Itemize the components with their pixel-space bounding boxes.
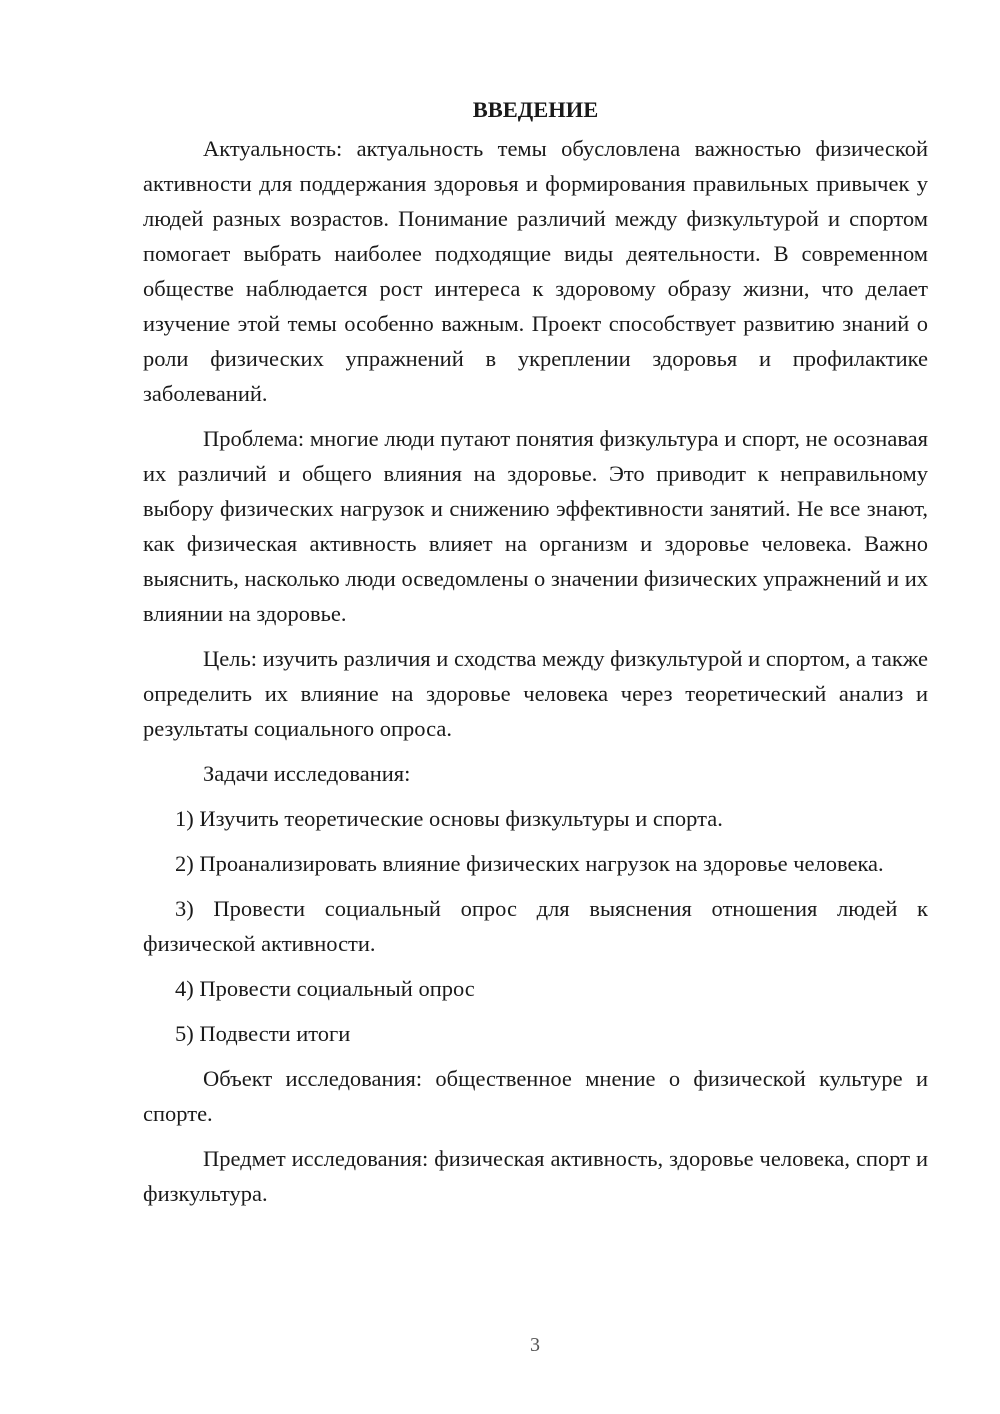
task-item-1: 1) Изучить теоретические основы физкультуры и спорта.	[175, 806, 723, 831]
paragraph-goal: Цель: изучить различия и сходства между физкультурой и спортом, а также определить их влияние на здоровье человека через теоретический анализ и результаты социального опроса.	[143, 646, 928, 741]
document-page	[143, 92, 928, 1221]
paragraph-tasks-heading: Задачи исследования:	[203, 761, 411, 786]
paragraph-problem: Проблема: многие люди путают понятия физкультура и спорт, не осознавая их различий и общего влияния на здоровье. Это приводит к неправильному выбору физических нагрузок и снижению эффективности занятий. Не все знают, как физическая активность влияет на организм и здоровье человека. Важно выяснить, насколько люди осведомлены о значении физических упражнений и их влиянии на здоровье.	[143, 426, 928, 626]
task-item-4: 4) Провести социальный опрос	[175, 976, 475, 1001]
paragraph-object: Объект исследования: общественное мнение о физической культуре и спорте.	[143, 1066, 928, 1126]
document-title: ВВЕДЕНИЕ	[472, 97, 599, 122]
task-item-2: 2) Проанализировать влияние физических нагрузок на здоровье человека.	[175, 851, 884, 876]
page-number: 3	[530, 1334, 540, 1356]
task-item-3: 3) Провести социальный опрос для выяснения отношения людей к физической активности.	[143, 896, 928, 956]
task-item-5: 5) Подвести итоги	[175, 1021, 351, 1046]
paragraph-subject: Предмет исследования: физическая активность, здоровье человека, спорт и физкультура.	[143, 1146, 928, 1206]
paragraph-relevance: Актуальность: актуальность темы обусловлена важностью физической активности для поддержания здоровья и формирования правильных привычек у людей разных возрастов. Понимание различий между физкультурой и спортом помогает выбрать наиболее подходящие виды деятельности. В современном обществе наблюдается рост интереса к здоровому образу жизни, что делает изучение этой темы особенно важным. Проект способствует развитию знаний о роли физических упражнений в укреплении здоровья и профилактике заболеваний.	[143, 136, 928, 406]
